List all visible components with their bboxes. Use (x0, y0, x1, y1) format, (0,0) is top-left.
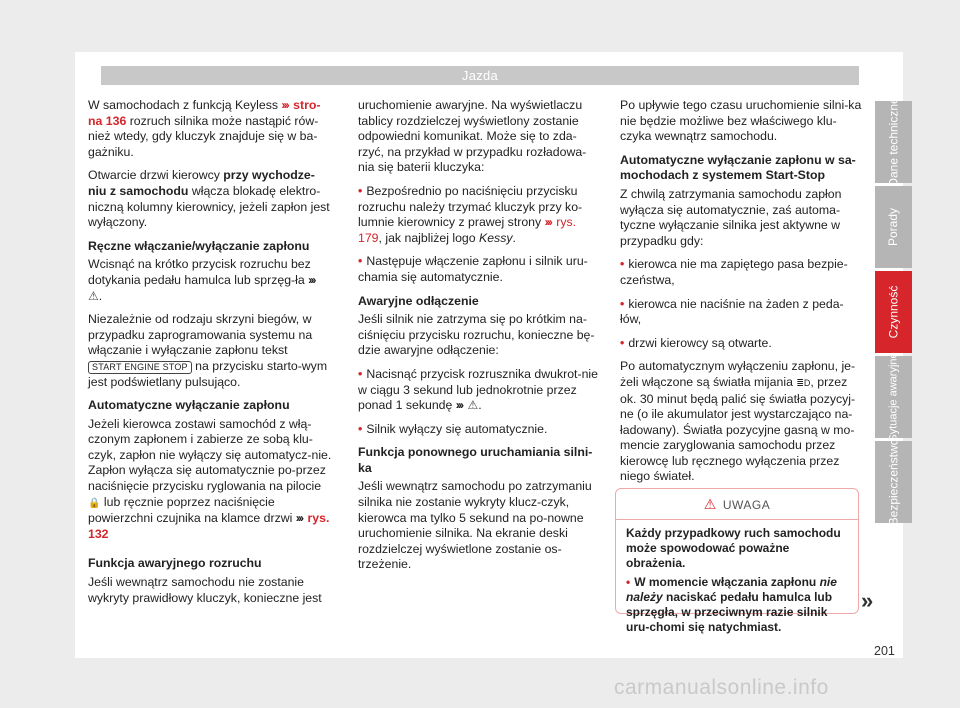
tab-bezpieczenstwo[interactable]: Bezpieczeństwo (875, 441, 912, 523)
warning-text: Każdy przypadkowy ruch samochodu może spowodować poważne obrażenia. (626, 526, 841, 570)
paragraph: Niezależnie od rodzaju skrzyni biegów, w przypadku zaprogramowania systemu na włączanie i wyłączanie zapłonu tekst START ENGINE STOP na przycisku starto-wym jest podświetlany pulsująco. (88, 312, 328, 389)
section-heading: Automatyczne wyłączanie zapłonu (88, 398, 290, 413)
bullet-item: • kierowca nie naciśnie na żaden z peda-łów, (620, 297, 864, 328)
paragraph: Awaryjne odłączenie Jeśli silnik nie zatrzyma się po krótkim na-ciśnięciu przycisku rozruchu, konieczne bę-dzie awaryjne odłączenie: (358, 294, 602, 359)
paragraph: Ręczne włączanie/wyłączanie zapłonu Wcisnąć na krótko przycisk rozruchu bez dotykania pedału hamulca lub sprzęg-ła ››› ⚠. (88, 239, 332, 304)
paragraph: W samochodach z funkcją Keyless ››› stro-na 136 rozruch silnika może nastąpić rów-nież wtedy, gdy kluczyk znajduje się w ba-gażniku. (88, 98, 321, 159)
tab-porady[interactable]: Porady (875, 186, 912, 268)
bullet-item: • kierowca nie ma zapiętego pasa bezpie-czeństwa, (620, 257, 864, 288)
tab-dane-techniczne[interactable]: Dane techniczne (875, 101, 912, 183)
paragraph: Po automatycznym wyłączeniu zapłonu, je-żeli włączone są światła mijania ≣D, przez ok. 30 minut będą palić się światła pozycyj-ne (o ile akumulator jest wystarczająco na-ładowany). Światła pozycyjne gasną w mo-mencie zaryglowania samochodu przez kierowcę lub ręcznego wyłączenia przez niego świateł. (620, 359, 856, 484)
column-3 (620, 98, 864, 493)
reference-arrow: ››› (308, 272, 315, 287)
page-number: 201 (874, 644, 895, 658)
warning-triangle-icon: ⚠ (703, 496, 717, 512)
figure-reference-link[interactable]: rys. 132 (88, 511, 330, 541)
bullet-item: • Bezpośrednio po naciśnięciu przycisku rozruchu należy trzymać kluczyk przy ko-lumnie kierownicy z prawej strony ››› rys. 179, jak najbliżej logo Kessy. (358, 184, 602, 246)
warning-body (616, 520, 858, 645)
section-heading: Awaryjne odłączenie (358, 293, 479, 308)
bullet-item: • drzwi kierowcy są otwarte. (620, 336, 864, 352)
paragraph: Otwarcie drzwi kierowcy przy wychodze-niu z samochodu włącza blokadę elektro-niczną kolumny kierownicy, jeżeli zapłon jest wyłączony. (88, 168, 330, 230)
reference-arrow: ››› (281, 98, 288, 112)
continue-arrow-icon: » (861, 588, 874, 613)
lock-icon: 🔒 (88, 497, 101, 509)
reference-arrow: ››› (295, 511, 303, 526)
column-2 (358, 98, 602, 581)
figure-reference-link[interactable]: rys. 179 (358, 215, 577, 245)
section-heading: Funkcja ponownego uruchamiania silni-ka (358, 445, 593, 475)
watermark: carmanualsonline.info (614, 676, 829, 699)
section-heading: Automatyczne wyłączanie zapłonu w sa-mochodach z systemem Start-Stop (620, 152, 856, 183)
paragraph: Automatyczne wyłączanie zapłonu Jeżeli kierowca zostawi samochód z włą-czonym zapłonem i zabierze ze sobą klu-czyk, zapłon nie wyłączy się automatycz-nie. Zapłon wyłącza się automatycznie po-przez naciśnięcie przycisku ryglowania na pilocie 🔒 lub ręcznie poprzez naciśnięcie powierzchni czujnika na klamce drzwi ››› rys. 132 (88, 398, 332, 541)
paragraph: Po upływie tego czasu uruchomienie silni-ka nie będzie możliwe bez właściwego klu-czyka wewnątrz samochodu. (620, 98, 862, 144)
section-heading: Ręczne włączanie/wyłączanie zapłonu (88, 238, 310, 253)
section-heading: Funkcja awaryjnego rozruchu (88, 556, 262, 571)
tab-sytuacje-awaryjne[interactable]: Sytuacje awaryjne (875, 356, 912, 438)
warning-header: ⚠ UWAGA (616, 489, 858, 520)
paragraph: uruchomienie awaryjne. Na wyświetlaczu tablicy rozdzielczej wyświetlony zostanie odpowiedni komunikat. Może się to zda-rzyć, na przykład w przypadku rozładowa-nia się baterii kluczyka: (358, 98, 587, 175)
tab-czynnosc[interactable]: Czynność (875, 271, 912, 353)
paragraph: Automatyczne wyłączanie zapłonu w sa-mochodach z systemem Start-Stop Z chwilą zatrzymania samochodu zapłon wyłącza się automatycznie, zaś automa-tyczne wyłączanie silnika jest aktywne w przypadku gdy: (620, 153, 864, 250)
warning-box (615, 488, 859, 634)
bullet-item: • Nacisnąć przycisk rozrusznika dwukrot-nie w ciągu 3 sekund lub jednokrotnie przez ponad 1 sekundę ››› ⚠. (358, 367, 602, 414)
paragraph: Funkcja ponownego uruchamiania silni-ka Jeśli wewnątrz samochodu po zatrzymaniu silnika nie zostanie wykryty klucz-czyk, kierowca ma tylko 5 sekund na po-nowne uruchomienie silnika. Na ekranie deski rozdzielczej wyświetlone zostanie os-trzeżenie. (358, 445, 602, 573)
page-header: Jazda (101, 66, 859, 85)
reference-arrow: ››› (455, 398, 463, 413)
column-1 (88, 98, 332, 614)
side-tabs (875, 97, 912, 526)
start-engine-stop-label: START ENGINE STOP (88, 361, 192, 374)
bullet-item: • Silnik wyłączy się automatycznie. (358, 422, 602, 438)
warning-triangle-icon: ⚠ (467, 398, 479, 413)
bullet-item: • Następuje włączenie zapłonu i silnik uru-chamia się automatycznie. (358, 254, 602, 285)
warning-bullet: • W momencie włączania zapłonu nie należy naciskać pedału hamulca lub sprzęgła, w przeciwnym razie silnik uru-chomi się natychmiast. (626, 575, 848, 635)
paragraph: Funkcja awaryjnego rozruchu Jeśli wewnątrz samochodu nie zostanie wykryty prawidłowy kluczyk, konieczne jest (88, 556, 332, 606)
reference-arrow: ››› (544, 215, 551, 230)
low-beam-icon: ≣D (796, 377, 811, 388)
page-reference-link[interactable]: stro-na 136 (88, 98, 321, 128)
warning-triangle-icon: ⚠ (88, 288, 99, 303)
